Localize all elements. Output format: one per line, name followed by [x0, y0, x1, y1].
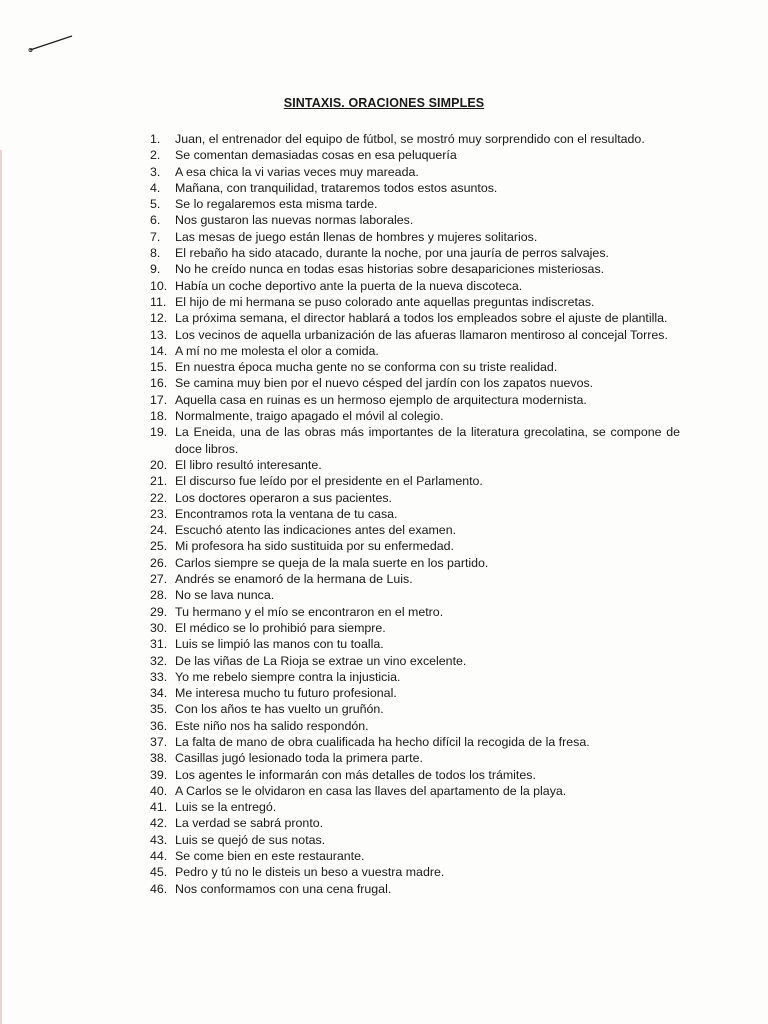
sentence-text: Casillas jugó lesionado toda la primera parte. — [175, 751, 423, 766]
sentence-text: Se comentan demasiadas cosas en esa peluquería — [175, 148, 457, 163]
sentence-number: 18. — [150, 409, 168, 424]
sentence-number: 15. — [150, 360, 168, 375]
sentence-text: Mi profesora ha sido sustituida por su enfermedad. — [175, 539, 454, 554]
sentence-item — [150, 147, 680, 163]
sentence-item — [150, 750, 680, 766]
sentence-item — [150, 261, 680, 277]
sentence-number: 40. — [150, 783, 168, 798]
sentence-text: Los doctores operaron a sus pacientes. — [175, 490, 392, 505]
sentence-number: 46. — [150, 881, 168, 896]
sentence-item — [150, 196, 680, 212]
sentence-number: 27. — [150, 572, 168, 587]
sentence-text: La próxima semana, el director hablará a todos los empleados sobre el ajuste de plantilla. — [175, 311, 668, 326]
sentence-number: 12. — [150, 311, 168, 326]
sentence-item — [150, 815, 680, 831]
sentence-number: 28. — [150, 588, 168, 603]
sentence-number: 24. — [150, 523, 168, 538]
sentence-number: 31. — [150, 637, 168, 652]
sentence-item — [150, 783, 680, 799]
sentence-text: Andrés se enamoró de la hermana de Luis. — [175, 572, 413, 587]
sentence-item — [150, 310, 680, 326]
sentence-text: Carlos siempre se queja de la mala suerte en los partido. — [175, 555, 489, 570]
sentence-text: Los vecinos de aquella urbanización de las afueras llamaron mentiroso al concejal Torres. — [175, 327, 668, 342]
sentence-text: Se lo regalaremos esta misma tarde. — [175, 197, 378, 212]
sentence-number: 3. — [150, 164, 161, 179]
sentence-item — [150, 767, 680, 783]
sentence-text: La falta de mano de obra cualificada ha hecho difícil la recogida de la fresa. — [175, 734, 590, 749]
sentence-item — [150, 636, 680, 652]
sentence-number: 7. — [150, 229, 161, 244]
sentence-item — [150, 359, 680, 375]
sentence-text: Luis se la entregó. — [175, 800, 277, 815]
sentence-text: Me interesa mucho tu futuro profesional. — [175, 686, 397, 701]
sentence-text: El hijo de mi hermana se puso colorado ante aquellas preguntas indiscretas. — [175, 294, 595, 309]
sentence-number: 8. — [150, 246, 161, 261]
sentence-number: 14. — [150, 343, 168, 358]
sentence-item — [150, 864, 680, 880]
sentence-text: A esa chica la vi varias veces muy mareada. — [175, 164, 419, 179]
sentence-text: Luis se limpió las manos con tu toalla. — [175, 637, 384, 652]
sentence-number: 23. — [150, 506, 168, 521]
sentence-number: 42. — [150, 816, 168, 831]
sentence-text: Había un coche deportivo ante la puerta de la nueva discoteca. — [175, 278, 523, 293]
sentence-text: Nos gustaron las nuevas normas laborales. — [175, 213, 414, 228]
sentence-text: El libro resultó interesante. — [175, 457, 322, 472]
sentence-text: La verdad se sabrá pronto. — [175, 816, 324, 831]
sentence-text: A mí no me molesta el olor a comida. — [175, 343, 379, 358]
sentence-text: Juan, el entrenador del equipo de fútbol, se mostró muy sorprendido con el resultado. — [175, 132, 645, 146]
sentence-item — [150, 392, 680, 408]
sentence-text: El médico se lo prohibió para siempre. — [175, 620, 386, 635]
sentence-number: 38. — [150, 751, 168, 766]
sentence-text: Luis se quejó de sus notas. — [175, 832, 326, 847]
sentence-item — [150, 718, 680, 734]
sentence-item — [150, 278, 680, 294]
sentence-text: Pedro y tú no le disteis un beso a vuestra madre. — [175, 865, 445, 880]
sentence-number: 34. — [150, 686, 168, 701]
sentence-text: Aquella casa en ruinas es un hermoso ejemplo de arquitectura modernista. — [175, 392, 587, 407]
sentence-text: No he creído nunca en todas esas historias sobre desapariciones misteriosas. — [175, 262, 605, 277]
sentence-text: Tu hermano y el mío se encontraron en el metro. — [175, 604, 444, 619]
sentence-number: 16. — [150, 376, 168, 391]
sentence-item — [150, 506, 680, 522]
sentence-list — [150, 131, 680, 897]
sentence-item — [150, 604, 680, 620]
sentence-item — [150, 473, 680, 489]
sentence-number: 36. — [150, 718, 168, 733]
sentence-text: Yo me rebelo siempre contra la injusticia. — [175, 669, 401, 684]
sentence-number: 39. — [150, 767, 168, 782]
sentence-number: 22. — [150, 490, 168, 505]
sentence-number: 43. — [150, 832, 168, 847]
page-edge-line — [0, 150, 2, 1024]
sentence-text: Con los años te has vuelto un gruñón. — [175, 702, 384, 717]
sentence-text: Escuchó atento las indicaciones antes del examen. — [175, 523, 457, 538]
sentence-text: No se lava nunca. — [175, 588, 275, 603]
sentence-item — [150, 245, 680, 261]
sentence-text: Mañana, con tranquilidad, trataremos todos estos asuntos. — [175, 180, 498, 195]
sentence-item — [150, 734, 680, 750]
sentence-number: 29. — [150, 604, 168, 619]
sentence-number: 26. — [150, 555, 168, 570]
sentence-item — [150, 457, 680, 473]
sentence-item — [150, 522, 680, 538]
sentence-number: 2. — [150, 148, 161, 163]
sentence-item — [150, 587, 680, 603]
sentence-text: Este niño nos ha salido respondón. — [175, 718, 369, 733]
sentence-item — [150, 343, 680, 359]
sentence-text: Normalmente, traigo apagado el móvil al colegio. — [175, 409, 444, 424]
sentence-number: 30. — [150, 620, 168, 635]
sentence-text: Encontramos rota la ventana de tu casa. — [175, 506, 398, 521]
sentence-item — [150, 701, 680, 717]
sentence-number: 11. — [150, 294, 167, 309]
sentence-number: 35. — [150, 702, 168, 717]
sentence-item — [150, 620, 680, 636]
sentence-item — [150, 571, 680, 587]
sentence-item — [150, 669, 680, 685]
sentence-number: 19. — [150, 425, 168, 440]
sentence-number: 25. — [150, 539, 168, 554]
sentence-item — [150, 229, 680, 245]
sentence-number: 33. — [150, 669, 168, 684]
sentence-text: El rebaño ha sido atacado, durante la noche, por una jauría de perros salvajes. — [175, 246, 609, 261]
sentence-item — [150, 832, 680, 848]
sentence-item — [150, 327, 680, 343]
page-title: SINTAXIS. ORACIONES SIMPLES — [283, 96, 485, 110]
sentence-item — [150, 555, 680, 571]
sentence-item — [150, 131, 680, 147]
sentence-number: 32. — [150, 653, 168, 668]
sentence-number: 20. — [150, 457, 168, 472]
sentence-item — [150, 653, 680, 669]
sentence-item — [150, 538, 680, 554]
sentence-item — [150, 294, 680, 310]
sentence-number: 21. — [150, 474, 168, 489]
sentence-number: 37. — [150, 734, 168, 749]
sentence-number: 17. — [150, 392, 168, 407]
sentence-item — [150, 375, 680, 391]
sentence-item — [150, 848, 680, 864]
sentence-text: Nos conformamos con una cena frugal. — [175, 881, 392, 896]
sentence-item — [150, 881, 680, 897]
sentence-text: Las mesas de juego están llenas de hombres y mujeres solitarios. — [175, 229, 538, 244]
sentence-text: La Eneida, una de las obras más importantes de la literatura grecolatina, se compone de doce libros. — [175, 425, 680, 456]
sentence-text: Se camina muy bien por el nuevo césped del jardín con los zapatos nuevos. — [175, 376, 594, 391]
sentence-text: A Carlos se le olvidaron en casa las llaves del apartamento de la playa. — [175, 783, 567, 798]
sentence-item — [150, 164, 680, 180]
sentence-number: 4. — [150, 180, 161, 195]
sentence-item — [150, 490, 680, 506]
sentence-number: 44. — [150, 849, 168, 864]
sentence-item — [150, 408, 680, 424]
sentence-number: 41. — [150, 800, 168, 815]
sentence-number: 6. — [150, 213, 161, 228]
sentence-item — [150, 424, 680, 457]
sentence-text: De las viñas de La Rioja se extrae un vino excelente. — [175, 653, 467, 668]
sentence-number: 9. — [150, 262, 161, 277]
sentence-item — [150, 799, 680, 815]
sentence-number: 5. — [150, 197, 161, 212]
sentence-text: En nuestra época mucha gente no se conforma con su triste realidad. — [175, 360, 558, 375]
sentence-item — [150, 685, 680, 701]
sentence-text: Los agentes le informarán con más detalles de todos los trámites. — [175, 767, 536, 782]
sentence-number: 13. — [150, 327, 168, 342]
sentence-number: 10. — [150, 278, 168, 293]
sentence-number: 45. — [150, 865, 168, 880]
sentence-number: 1. — [150, 132, 161, 146]
pen-stroke-mark — [28, 32, 78, 54]
sentence-text: El discurso fue leído por el presidente en el Parlamento. — [175, 474, 483, 489]
sentence-item — [150, 212, 680, 228]
sentence-text: Se come bien en este restaurante. — [175, 849, 365, 864]
sentence-item — [150, 180, 680, 196]
